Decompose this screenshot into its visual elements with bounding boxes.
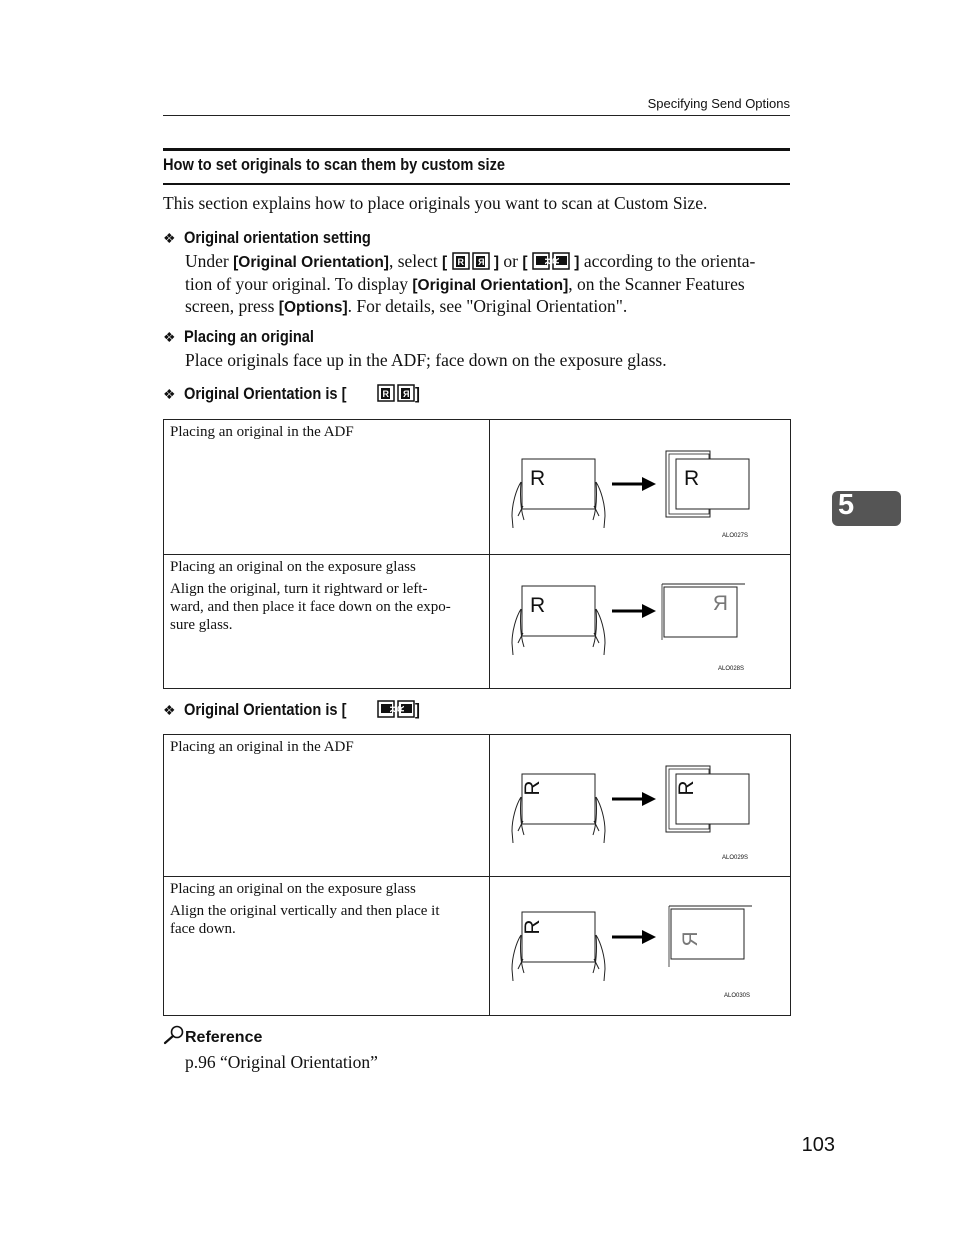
svg-text:R: R [403, 389, 410, 399]
chapter-tab-number: 5 [838, 489, 855, 521]
table2-adf-illustration [490, 735, 791, 877]
sheet-letter-rotated: R [521, 780, 544, 796]
sheet-letter-mirrored: R [679, 931, 702, 947]
reference-magnifier-icon [163, 1025, 185, 1050]
running-header: Specifying Send Options [647, 96, 790, 111]
diamond-bullet-icon: ❖ [163, 388, 176, 403]
orientation-portrait-icon [452, 252, 490, 274]
table-landscape [163, 734, 791, 1016]
svg-text:R: R [457, 257, 464, 267]
table1-row2-label-cell: Placing an original on the exposure glass Align the original, turn it rightward or left- ward, and then place it face down on the expo- sure glass. [164, 555, 490, 689]
section-bottom-rule [163, 183, 790, 185]
table2-row2-label-cell: Placing an original on the exposure glass Align the original vertically and then place it face down. [164, 877, 490, 1016]
reference-label: Reference [185, 1029, 263, 1046]
sheet-letter-mirrored: R [712, 592, 728, 615]
diamond-bullet-icon: ❖ [163, 232, 176, 247]
key-original-orientation: [Original Orientation] [233, 254, 389, 271]
orientation-landscape-icon [377, 700, 415, 723]
table1-row1-label-cell: Placing an original in the ADF [164, 420, 490, 555]
placing-heading: ❖ Placing an original [163, 327, 314, 346]
page-number: 103 [801, 1134, 835, 1156]
sheet-letter: R [530, 594, 546, 617]
placing-paragraph: Place originals face up in the ADF; face down on the exposure glass. [185, 350, 667, 370]
svg-text:R: R [550, 257, 561, 264]
sheet-letter: R [530, 467, 546, 490]
sheet-letter: R [684, 467, 700, 490]
section-title: How to set originals to scan them by custom size [163, 155, 506, 174]
intro-paragraph: This section explains how to place originals you want to scan at Custom Size. [163, 193, 708, 213]
table2-row1-label-cell: Placing an original in the ADF [164, 735, 490, 877]
figure-code: ALO027S [722, 533, 749, 539]
reference-link[interactable]: p.96 “Original Orientation” [185, 1052, 378, 1072]
table1-heading: ❖ Original Orientation is [ R R ] [163, 384, 421, 407]
figure-code: ALO028S [718, 666, 745, 672]
svg-text:R: R [542, 258, 553, 265]
header-rule [163, 115, 790, 116]
orientation-setting-paragraph: Under [Original Orientation], select [ R R ] or [ R R ] according to the orienta- tion of your original. To display [Original Orientation], on the Scanner Features screen, press [Options]. For details, see "Original Orientation". [185, 251, 756, 316]
figure-code: ALO029S [722, 855, 749, 861]
table1-glass-illustration [490, 555, 791, 689]
table2-heading: ❖ Original Orientation is [ R R ] [163, 700, 421, 723]
figure-code: ALO030S [724, 993, 751, 999]
sheet-letter-rotated: R [675, 780, 698, 796]
section-top-rule [163, 148, 790, 151]
svg-text:R: R [477, 257, 484, 267]
table-portrait [163, 419, 791, 689]
table1-adf-illustration [490, 420, 791, 555]
diamond-bullet-icon: ❖ [163, 331, 176, 346]
svg-text:R: R [388, 706, 399, 713]
svg-text:R: R [396, 705, 407, 712]
orientation-setting-heading: ❖ Original orientation setting [163, 228, 371, 247]
svg-text:R: R [382, 389, 390, 399]
sheet-letter-rotated: R [521, 919, 544, 935]
table2-glass-illustration [490, 877, 791, 1016]
orientation-landscape-icon [532, 252, 570, 274]
key-options: [Options] [278, 299, 348, 316]
diamond-bullet-icon: ❖ [163, 704, 176, 719]
orientation-portrait-icon [377, 384, 415, 407]
